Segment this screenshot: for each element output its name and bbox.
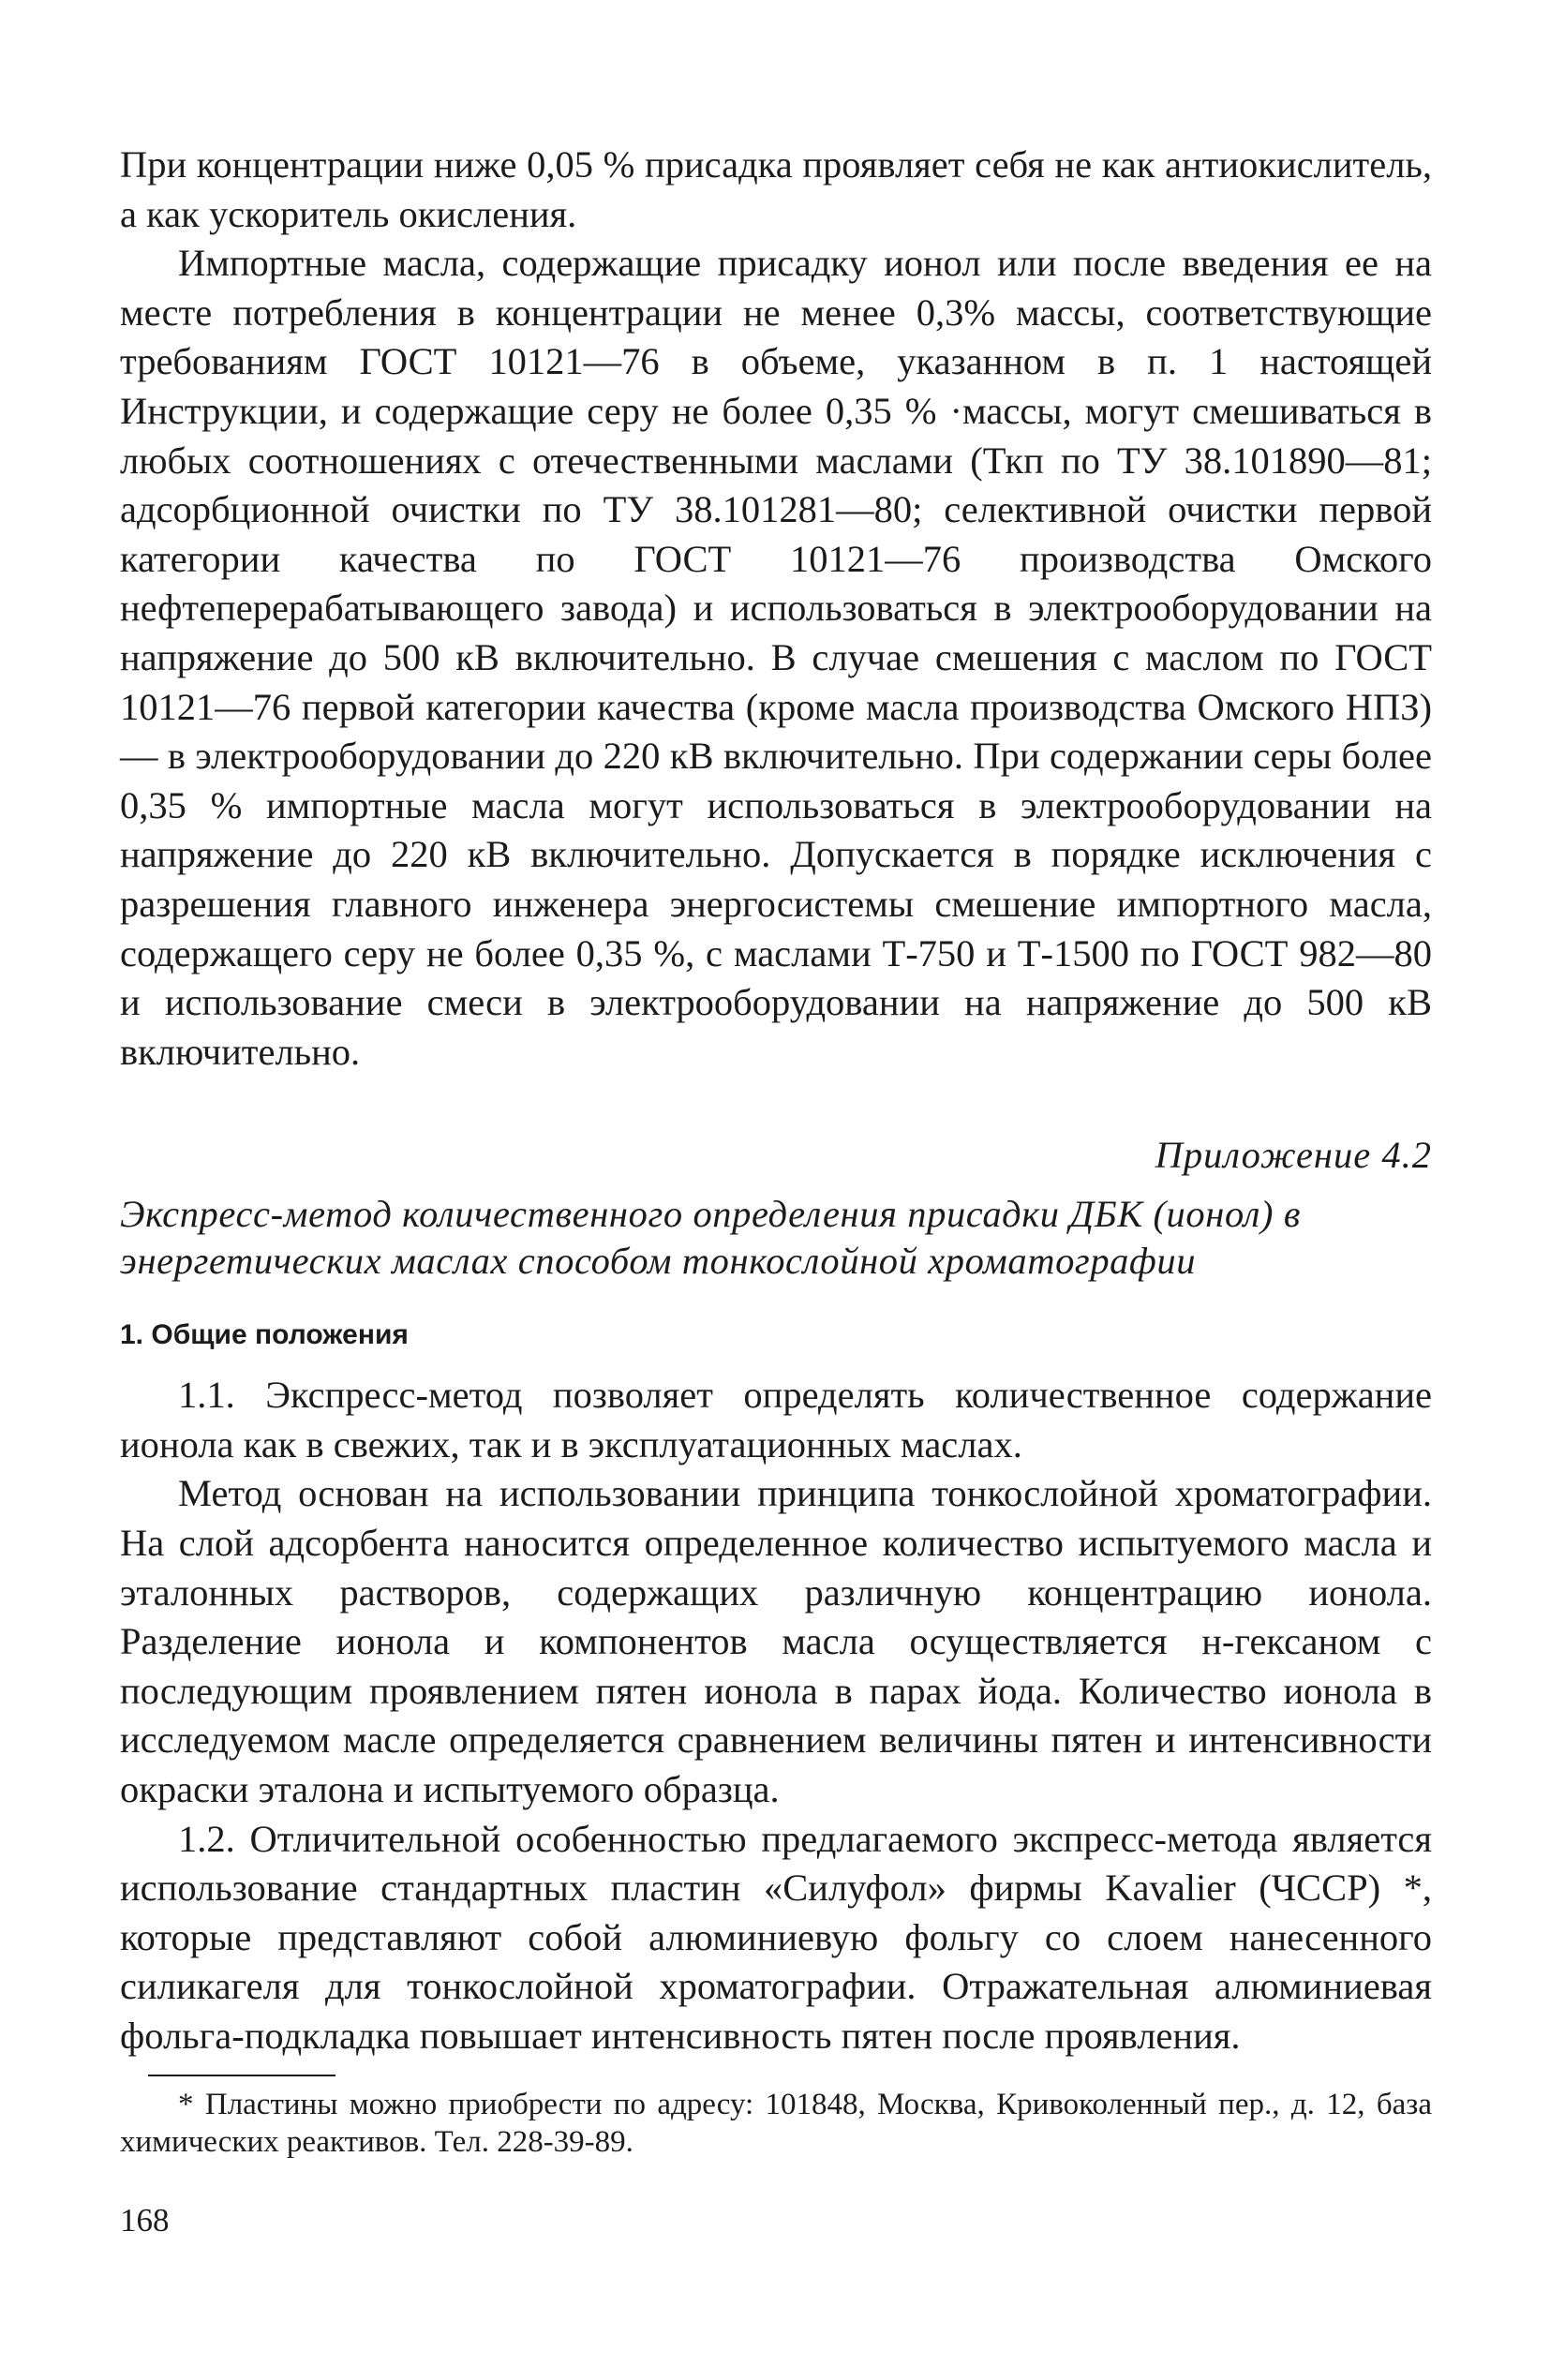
section-heading: 1. Общие положения — [120, 1319, 409, 1351]
page-number: 168 — [120, 2202, 170, 2239]
paragraph-1-1: 1.1. Экспресс-метод позволяет определять количественное содержание ионола как в свежих, так и в эксплуатационных маслах. — [120, 1374, 1432, 1465]
intro-paragraph-1: При концентрации ниже 0,05 % присадка проявляет себя не как антиокислитель, а как ускоритель окисления. — [120, 143, 1432, 235]
appendix-label: Приложение 4.2 — [1155, 1134, 1432, 1177]
footnote-divider — [148, 2075, 335, 2076]
paragraph-1-2: 1.2. Отличительной особенностью предлагаемого экспресс-метода является использование стандартных пластин «Силуфол» фирмы Kavalier (ЧССР) *, которые представляют собой алюминиевую фольгу со слоем нанесенного силикагеля для тонкослойной хроматографии. Отражательная алюминиевая фольга-подкладка повышает интенсивность пятен после проявления. — [120, 1817, 1432, 2057]
footnote: * Пластины можно приобрести по адресу: 101848, Москва, Кривоколенный пер., д. 12, база химических реактивов. Тел. 228-39-89. — [120, 2087, 1432, 2159]
page-content — [120, 141, 1432, 2161]
paragraph-method: Метод основан на использовании принципа тонкослойной хроматографии. На слой адсорбента наносится определенное количество испытуемого масла и эталонных растворов, содержащих различную концентрацию ионола. Разделение ионола и компонентов масла осуществляется н-гексаном с последующим проявлением пятен ионола в парах йода. Количество ионола в исследуемом масле определяется сравнением величины пятен и интенсивности окраски эталона и испытуемого образца. — [120, 1472, 1432, 1811]
appendix-title: Экспресс-метод количественного определения присадки ДБК (ионол) в энергетических маслах способом тонкослойной хроматографии — [120, 1193, 1302, 1283]
intro-paragraph-2: Импортные масла, содержащие присадку ионол или после введения ее на месте потребления в концентрации не менее 0,3% массы, соответствующие требованиям ГОСТ 10121—76 в объеме, указанном в п. 1 настоящей Инструкции, и содержащие серу не более 0,35 % ·массы, могут смешиваться в любых соотношениях с отечественными маслами (Ткп по ТУ 38.101890—81; адсорбционной очистки по ТУ 38.101281—80; селективной очистки первой категории качества по ГОСТ 10121—76 производства Омского нефтеперерабатывающего завода) и использоваться в электрооборудовании на напряжение до 500 кВ включительно. В случае смешения с маслом по ГОСТ 10121—76 первой категории качества (кроме масла производства Омского НПЗ) — в электрооборудовании до 220 кВ включительно. При содержании серы более 0,35 % импортные масла могут использоваться в электрооборудовании на напряжение до 220 кВ включительно. Допускается в порядке исключения с разрешения главного инженера энергосистемы смешение импортного масла, содержащего серу не более 0,35 %, с маслами Т-750 и Т-1500 по ГОСТ 982—80 и использование смеси в электрооборудовании на напряжение до 500 кВ включительно. — [120, 242, 1432, 1073]
